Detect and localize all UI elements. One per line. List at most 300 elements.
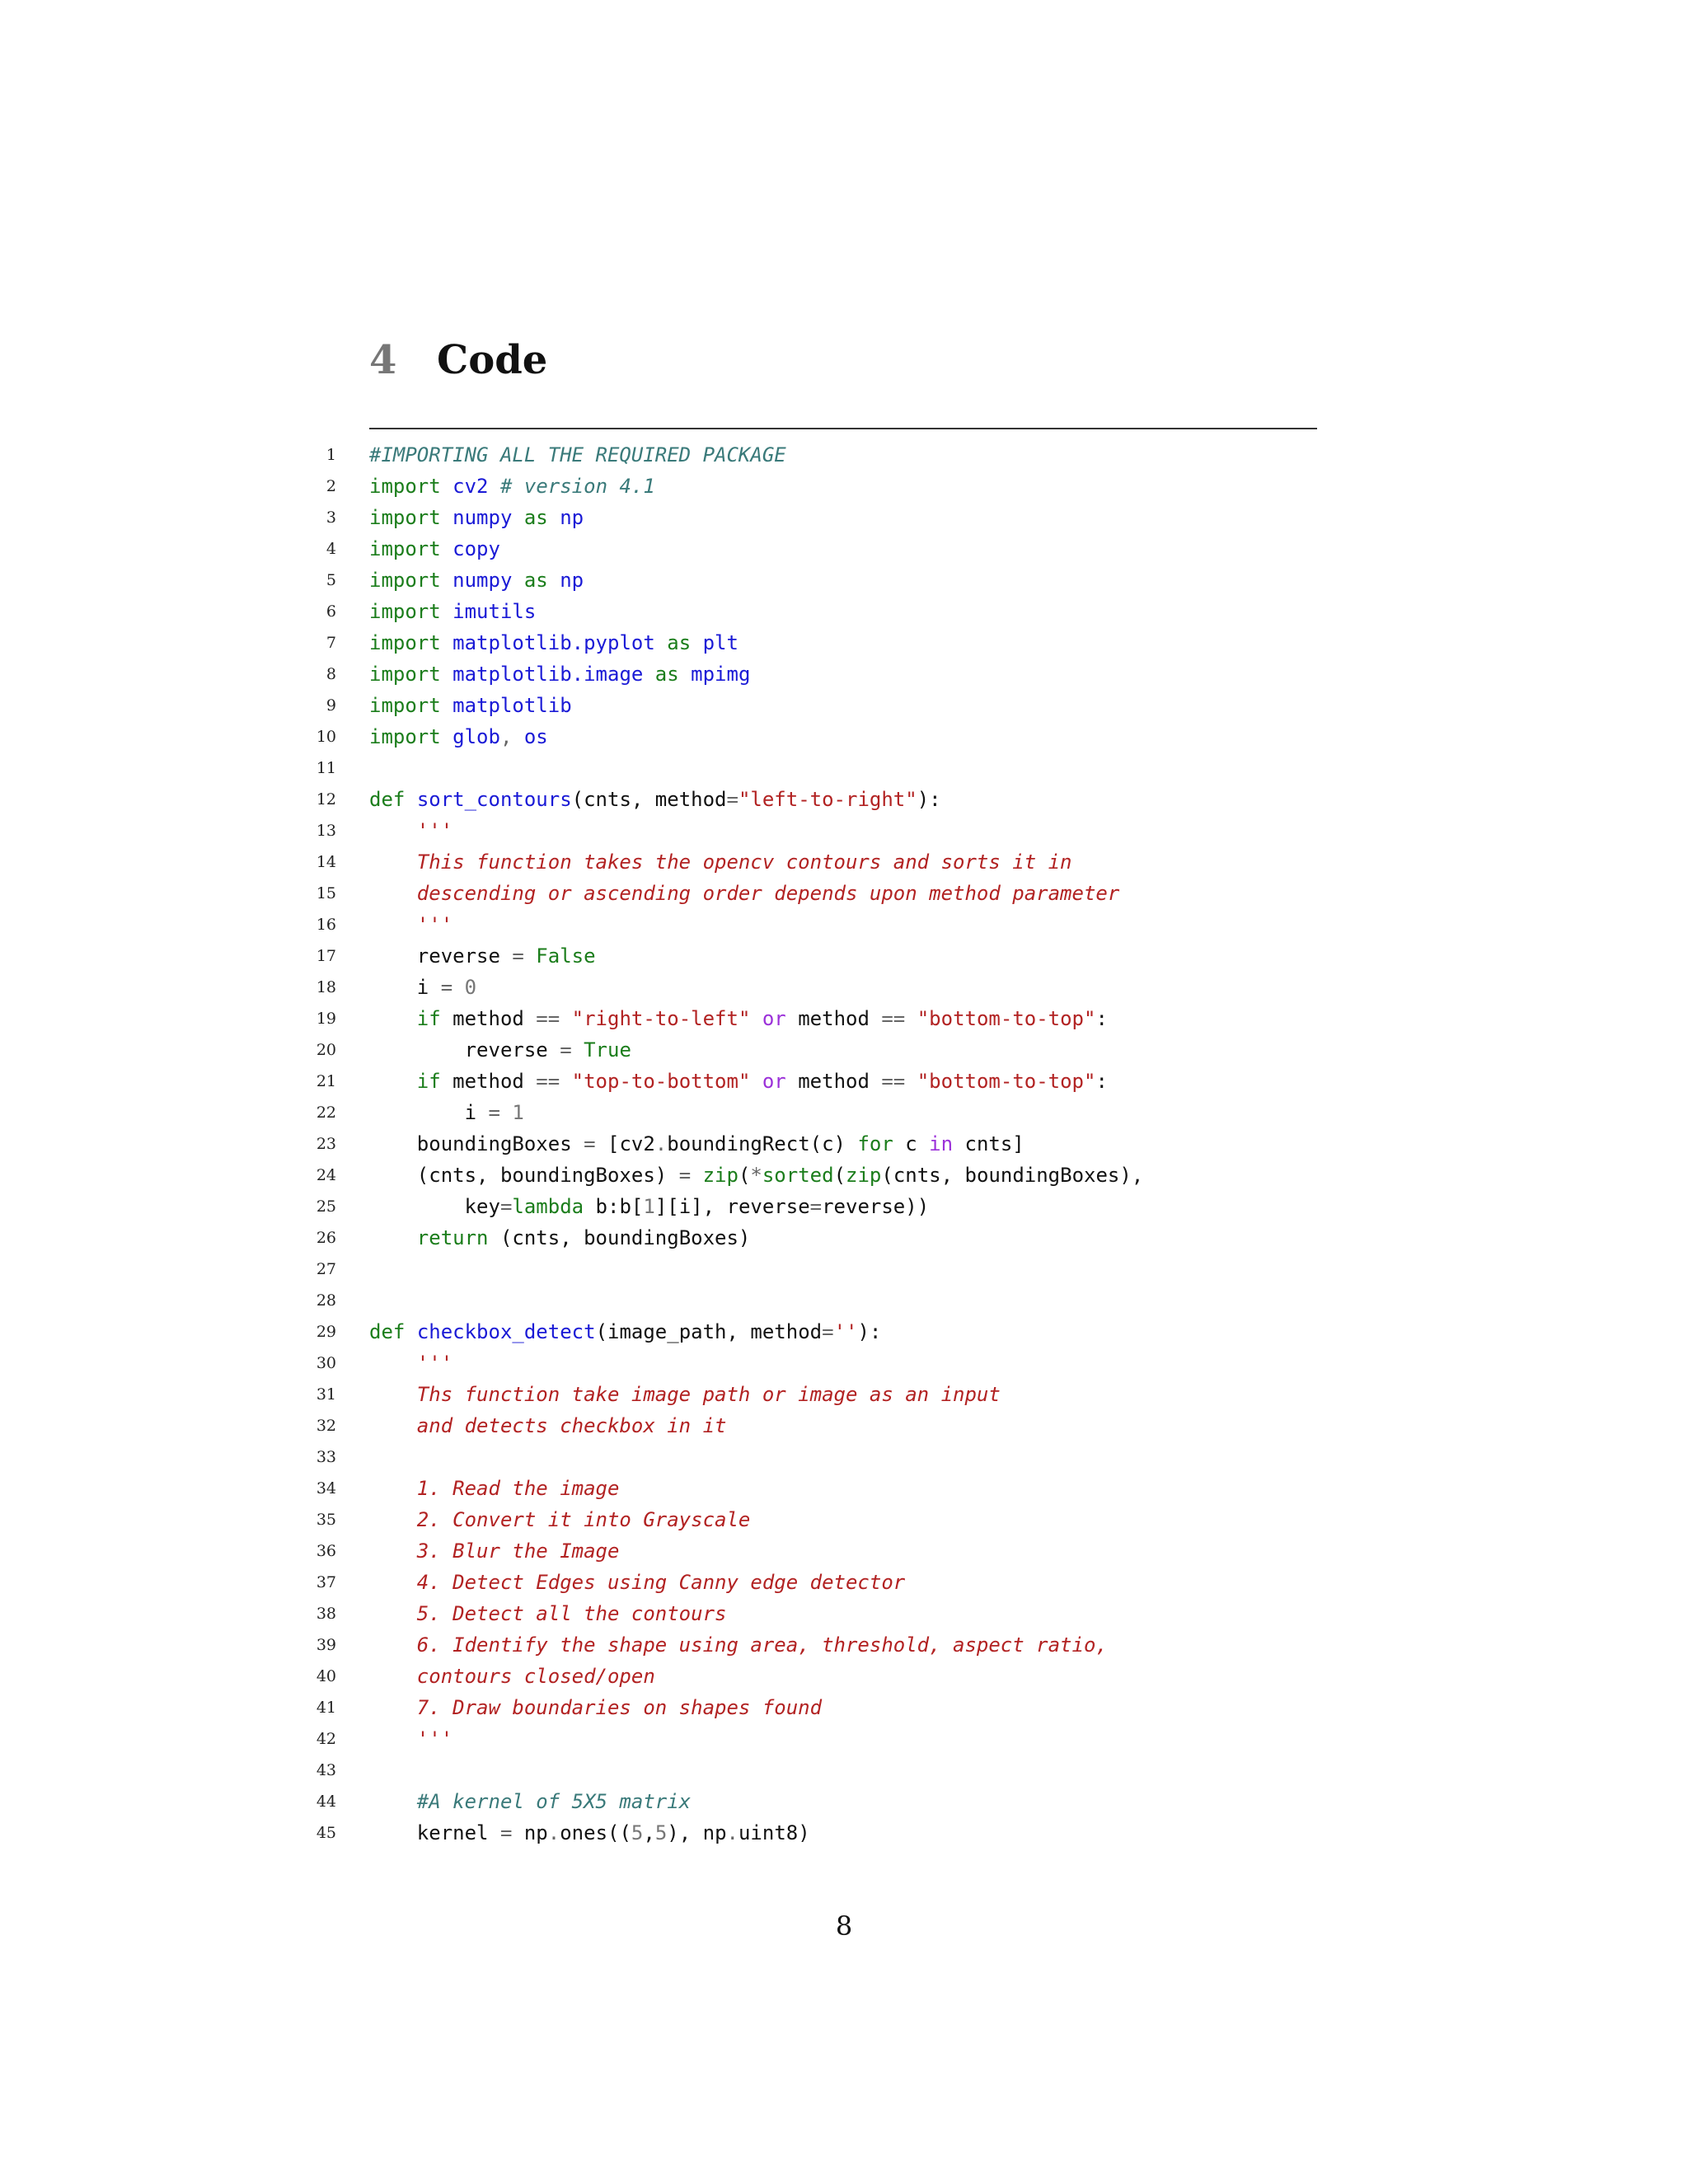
line-number: 13	[316, 822, 336, 840]
code-line	[0, 533, 1688, 565]
code-token: ,	[643, 1821, 655, 1844]
code-token: '''	[416, 1352, 453, 1375]
code-token: method	[440, 1007, 537, 1030]
code-line	[0, 878, 1688, 909]
code-token: import	[369, 506, 441, 529]
code-token: method	[785, 1070, 882, 1093]
line-number: 17	[316, 947, 336, 965]
code-text	[369, 627, 738, 658]
code-token: (	[738, 1164, 751, 1187]
code-line	[0, 1661, 1688, 1692]
code-line	[0, 1316, 1688, 1347]
code-token: *	[750, 1164, 762, 1187]
code-token: =	[499, 1821, 513, 1844]
code-text	[369, 784, 941, 815]
line-number: 26	[316, 1229, 336, 1247]
code-token	[369, 1571, 417, 1594]
code-token: ):	[857, 1320, 882, 1343]
code-token: .	[726, 1821, 738, 1844]
code-token: 1	[512, 1101, 524, 1124]
code-token: if	[416, 1070, 441, 1093]
code-token: False	[536, 944, 596, 968]
code-token: True	[584, 1038, 631, 1062]
code-text	[369, 1504, 750, 1535]
code-token	[369, 1540, 417, 1563]
code-token: :	[1095, 1070, 1108, 1093]
code-token: reverse	[369, 1038, 560, 1062]
code-token	[405, 788, 416, 811]
code-line	[0, 1191, 1688, 1222]
line-number: 3	[326, 509, 336, 527]
code-token: =	[512, 944, 524, 968]
code-token: ==	[881, 1007, 906, 1030]
code-token: method	[785, 1007, 882, 1030]
code-token: def	[369, 1320, 406, 1343]
line-number: 44	[316, 1793, 336, 1811]
code-token: '''	[416, 819, 453, 842]
code-token: =	[499, 1195, 513, 1218]
code-token: cv2	[452, 475, 489, 498]
code-token: imutils	[452, 600, 537, 623]
code-token: lambda	[512, 1195, 584, 1218]
code-line	[0, 690, 1688, 721]
code-text	[369, 1034, 631, 1066]
code-token: import	[369, 725, 441, 748]
code-token: =	[809, 1195, 823, 1218]
code-token: # version 4.1	[499, 475, 655, 498]
code-line	[0, 1097, 1688, 1128]
code-text	[369, 1222, 750, 1254]
code-token	[572, 1038, 584, 1062]
code-token: :	[1095, 1007, 1108, 1030]
code-token: 2. Convert it into Grayscale	[416, 1508, 751, 1531]
code-token	[369, 1727, 417, 1750]
code-token: "bottom-to-top"	[917, 1070, 1096, 1093]
code-token	[524, 944, 536, 968]
code-token: contours closed/open	[416, 1665, 655, 1688]
code-token: =	[488, 1101, 500, 1124]
code-text	[369, 1692, 822, 1723]
code-token: .	[654, 1132, 668, 1155]
code-line	[0, 1160, 1688, 1191]
code-line	[0, 1755, 1688, 1786]
code-token: ''	[833, 1320, 858, 1343]
code-line	[0, 1034, 1688, 1066]
code-line	[0, 972, 1688, 1003]
code-token: =	[822, 1320, 834, 1343]
code-token: '''	[416, 913, 453, 936]
code-token: np	[560, 569, 584, 592]
code-token: import	[369, 475, 441, 498]
line-number: 20	[316, 1041, 336, 1059]
code-token: ==	[536, 1070, 560, 1093]
code-token: np	[560, 506, 584, 529]
code-token: np	[512, 1821, 548, 1844]
code-text	[369, 721, 548, 752]
code-token: zip	[702, 1164, 738, 1187]
code-token: 1. Read the image	[416, 1477, 620, 1500]
code-token: 7. Draw boundaries on shapes found	[416, 1696, 823, 1719]
code-token: and detects checkbox in it	[416, 1414, 727, 1437]
line-number: 42	[316, 1730, 336, 1748]
code-text	[369, 940, 596, 972]
code-token: as	[523, 569, 548, 592]
code-token: method	[440, 1070, 537, 1093]
code-token: c	[893, 1132, 930, 1155]
code-token: (cnts, boundingBoxes)	[369, 1164, 679, 1187]
code-token	[369, 1007, 417, 1030]
code-token: 4. Detect Edges using Canny edge detector	[416, 1571, 906, 1594]
line-number: 39	[316, 1636, 336, 1654]
code-line	[0, 1003, 1688, 1034]
code-text	[369, 565, 584, 596]
code-token: boundingRect(c)	[667, 1132, 858, 1155]
code-token	[369, 1665, 417, 1688]
code-token: ==	[536, 1007, 560, 1030]
code-token: matplotlib.image	[452, 663, 644, 686]
code-token: (cnts, boundingBoxes),	[881, 1164, 1144, 1187]
code-token	[369, 1226, 417, 1249]
code-token	[369, 913, 417, 936]
line-number: 38	[316, 1605, 336, 1623]
code-token: i	[369, 976, 441, 999]
code-token	[369, 851, 417, 874]
code-line	[0, 471, 1688, 502]
code-line	[0, 846, 1688, 878]
code-token: (cnts, method	[571, 788, 727, 811]
code-token: Ths function take image path or image as an input	[416, 1383, 1001, 1406]
code-line	[0, 1817, 1688, 1849]
code-token	[441, 569, 452, 592]
code-text	[369, 1379, 1001, 1410]
code-token: descending or ascending order depends upon method parameter	[416, 882, 1120, 905]
code-text	[369, 1598, 726, 1629]
line-number: 14	[316, 853, 336, 871]
code-text	[369, 1786, 691, 1817]
line-number: 19	[316, 1010, 336, 1028]
line-number: 9	[326, 696, 336, 715]
code-line	[0, 1504, 1688, 1535]
code-token: ):	[917, 788, 941, 811]
line-number: 22	[316, 1104, 336, 1122]
code-text	[369, 1316, 881, 1347]
line-number: 11	[316, 759, 336, 777]
code-line	[0, 439, 1688, 471]
line-number: 34	[316, 1479, 336, 1497]
code-text	[369, 1003, 1108, 1034]
code-token: #A kernel of 5X5 matrix	[416, 1790, 692, 1813]
code-line	[0, 565, 1688, 596]
code-token: #IMPORTING ALL THE REQUIRED PACKAGE	[369, 443, 786, 466]
line-number: 2	[326, 477, 336, 495]
code-token	[369, 1790, 417, 1813]
line-number: 24	[316, 1166, 336, 1184]
code-line	[0, 1410, 1688, 1441]
code-token	[500, 1101, 512, 1124]
code-text	[369, 1723, 452, 1755]
code-token	[441, 725, 452, 748]
code-line	[0, 1379, 1688, 1410]
code-token: plt	[702, 631, 738, 654]
code-text	[369, 972, 476, 1003]
code-token: reverse))	[822, 1195, 930, 1218]
code-line	[0, 721, 1688, 752]
code-token: 5	[654, 1821, 668, 1844]
code-token: (image_path, method	[595, 1320, 823, 1343]
code-token	[441, 537, 452, 560]
code-token	[441, 663, 452, 686]
code-line	[0, 1285, 1688, 1316]
line-number: 45	[316, 1824, 336, 1842]
code-token	[691, 631, 702, 654]
code-token	[405, 1320, 416, 1343]
code-text	[369, 439, 786, 471]
code-text	[369, 1661, 655, 1692]
line-number: 5	[326, 571, 336, 589]
line-number: 7	[326, 634, 336, 652]
code-token: =	[440, 976, 453, 999]
code-line	[0, 1567, 1688, 1598]
code-token: ==	[881, 1070, 906, 1093]
line-number: 27	[316, 1260, 336, 1278]
code-token: mpimg	[691, 663, 751, 686]
code-text	[369, 1567, 905, 1598]
code-text	[369, 1629, 1108, 1661]
code-line	[0, 1598, 1688, 1629]
code-token	[441, 600, 452, 623]
code-token: "left-to-right"	[738, 788, 917, 811]
code-text	[369, 909, 452, 940]
code-token: import	[369, 663, 441, 686]
code-token	[679, 663, 691, 686]
code-token: =	[726, 788, 738, 811]
code-token: os	[523, 725, 548, 748]
code-text	[369, 1473, 619, 1504]
code-token: 3. Blur the Image	[416, 1540, 620, 1563]
code-token: 5	[631, 1821, 644, 1844]
line-number: 25	[316, 1197, 336, 1216]
code-token: matplotlib	[452, 694, 572, 717]
code-text	[369, 471, 655, 502]
code-token	[452, 976, 464, 999]
code-text	[369, 1097, 524, 1128]
code-token: i	[369, 1101, 489, 1124]
code-token: '''	[416, 1727, 453, 1750]
code-token	[643, 663, 654, 686]
code-text	[369, 1410, 726, 1441]
code-text	[369, 658, 750, 690]
code-token: (	[833, 1164, 846, 1187]
code-token	[548, 506, 560, 529]
code-token: .	[547, 1821, 560, 1844]
code-text	[369, 1347, 452, 1379]
code-token: for	[857, 1132, 893, 1155]
code-token: boundingBoxes	[369, 1132, 584, 1155]
code-token: reverse	[369, 944, 513, 968]
code-token	[441, 506, 452, 529]
line-number: 31	[316, 1385, 336, 1404]
code-token: =	[584, 1132, 596, 1155]
code-line	[0, 1222, 1688, 1254]
code-token: sort_contours	[416, 788, 572, 811]
line-number: 21	[316, 1072, 336, 1090]
code-token: This function takes the opencv contours and sorts it in	[416, 851, 1072, 874]
code-token: as	[667, 631, 692, 654]
code-text	[369, 878, 1119, 909]
code-token: ), np	[667, 1821, 727, 1844]
code-token	[512, 506, 523, 529]
code-token: (cnts, boundingBoxes)	[488, 1226, 751, 1249]
code-line	[0, 502, 1688, 533]
line-number: 28	[316, 1291, 336, 1310]
code-token: import	[369, 631, 441, 654]
code-line	[0, 1629, 1688, 1661]
code-listing	[0, 439, 1688, 1849]
code-token: 5. Detect all the contours	[416, 1602, 727, 1625]
code-token: =	[560, 1038, 572, 1062]
code-line	[0, 1692, 1688, 1723]
code-line	[0, 1723, 1688, 1755]
code-text	[369, 1066, 1108, 1097]
code-token: glob	[452, 725, 500, 748]
code-token	[512, 569, 523, 592]
code-token	[369, 1414, 417, 1437]
line-number: 10	[316, 728, 336, 746]
code-text	[369, 1160, 1143, 1191]
code-text	[369, 690, 572, 721]
code-token: copy	[452, 537, 500, 560]
code-line	[0, 658, 1688, 690]
code-token: [cv2	[595, 1132, 655, 1155]
code-token	[369, 1352, 417, 1375]
code-text	[369, 502, 584, 533]
code-line	[0, 1254, 1688, 1285]
line-number: 23	[316, 1135, 336, 1153]
line-number: 16	[316, 916, 336, 934]
code-token: matplotlib.pyplot	[452, 631, 655, 654]
line-number: 32	[316, 1417, 336, 1435]
code-token: ones((	[560, 1821, 631, 1844]
code-token: or	[762, 1070, 786, 1093]
code-line	[0, 752, 1688, 784]
line-number: 18	[316, 978, 336, 996]
code-token	[750, 1007, 762, 1030]
code-token: checkbox_detect	[416, 1320, 596, 1343]
code-token	[441, 475, 452, 498]
code-token: =	[678, 1164, 692, 1187]
code-token	[655, 631, 667, 654]
code-token	[512, 725, 523, 748]
section-title: Code	[437, 337, 548, 383]
code-token: 6. Identify the shape using area, threshold, aspect ratio,	[416, 1633, 1108, 1657]
code-top-rule	[369, 428, 1317, 429]
code-token: cnts]	[953, 1132, 1025, 1155]
code-line	[0, 1347, 1688, 1379]
line-number: 43	[316, 1761, 336, 1779]
line-number: 30	[316, 1354, 336, 1372]
code-token: ][i], reverse	[654, 1195, 810, 1218]
line-number: 37	[316, 1573, 336, 1591]
code-text	[369, 1191, 929, 1222]
line-number: 33	[316, 1448, 336, 1466]
code-line	[0, 909, 1688, 940]
code-token	[441, 631, 452, 654]
code-token: ,	[499, 725, 513, 748]
code-text	[369, 533, 500, 565]
code-text	[369, 846, 1072, 878]
code-line	[0, 1128, 1688, 1160]
code-token: uint8)	[738, 1821, 810, 1844]
line-number: 35	[316, 1511, 336, 1529]
line-number: 6	[326, 602, 336, 621]
code-token: import	[369, 537, 441, 560]
code-line	[0, 1535, 1688, 1567]
line-number: 15	[316, 884, 336, 902]
code-token	[750, 1070, 762, 1093]
code-token	[369, 1602, 417, 1625]
code-line	[0, 1066, 1688, 1097]
code-token	[548, 569, 560, 592]
code-token: numpy	[452, 506, 513, 529]
code-token: or	[762, 1007, 786, 1030]
code-token: "top-to-bottom"	[571, 1070, 751, 1093]
code-token: return	[416, 1226, 489, 1249]
code-token: key	[369, 1195, 500, 1218]
code-line	[0, 1473, 1688, 1504]
line-number: 41	[316, 1699, 336, 1717]
code-token: "bottom-to-top"	[917, 1007, 1096, 1030]
code-token: 0	[464, 976, 477, 999]
code-token: in	[929, 1132, 954, 1155]
code-text	[369, 815, 452, 846]
code-token	[905, 1070, 917, 1093]
code-line	[0, 627, 1688, 658]
code-token	[691, 1164, 702, 1187]
code-line	[0, 1786, 1688, 1817]
code-token	[369, 1477, 417, 1500]
code-text	[369, 1535, 619, 1567]
code-token: import	[369, 600, 441, 623]
line-number: 1	[326, 446, 336, 464]
code-token: zip	[846, 1164, 882, 1187]
code-token	[369, 1383, 417, 1406]
code-line	[0, 1441, 1688, 1473]
code-token: def	[369, 788, 406, 811]
code-token	[369, 819, 417, 842]
code-line	[0, 596, 1688, 627]
section-number: 4	[369, 337, 397, 383]
code-token: kernel	[369, 1821, 500, 1844]
code-line	[0, 815, 1688, 846]
code-token: import	[369, 569, 441, 592]
page-number: 8	[835, 1910, 853, 1942]
code-token: as	[654, 663, 679, 686]
code-token	[369, 1508, 417, 1531]
code-token: sorted	[762, 1164, 834, 1187]
section-heading	[369, 323, 547, 397]
line-number: 29	[316, 1323, 336, 1341]
code-token	[369, 1633, 417, 1657]
code-token	[905, 1007, 917, 1030]
code-token	[441, 694, 452, 717]
code-token	[369, 1070, 417, 1093]
code-token: 1	[643, 1195, 655, 1218]
code-token	[560, 1070, 571, 1093]
code-token	[369, 882, 417, 905]
line-number: 8	[326, 665, 336, 683]
code-line	[0, 784, 1688, 815]
line-number: 4	[326, 540, 336, 558]
